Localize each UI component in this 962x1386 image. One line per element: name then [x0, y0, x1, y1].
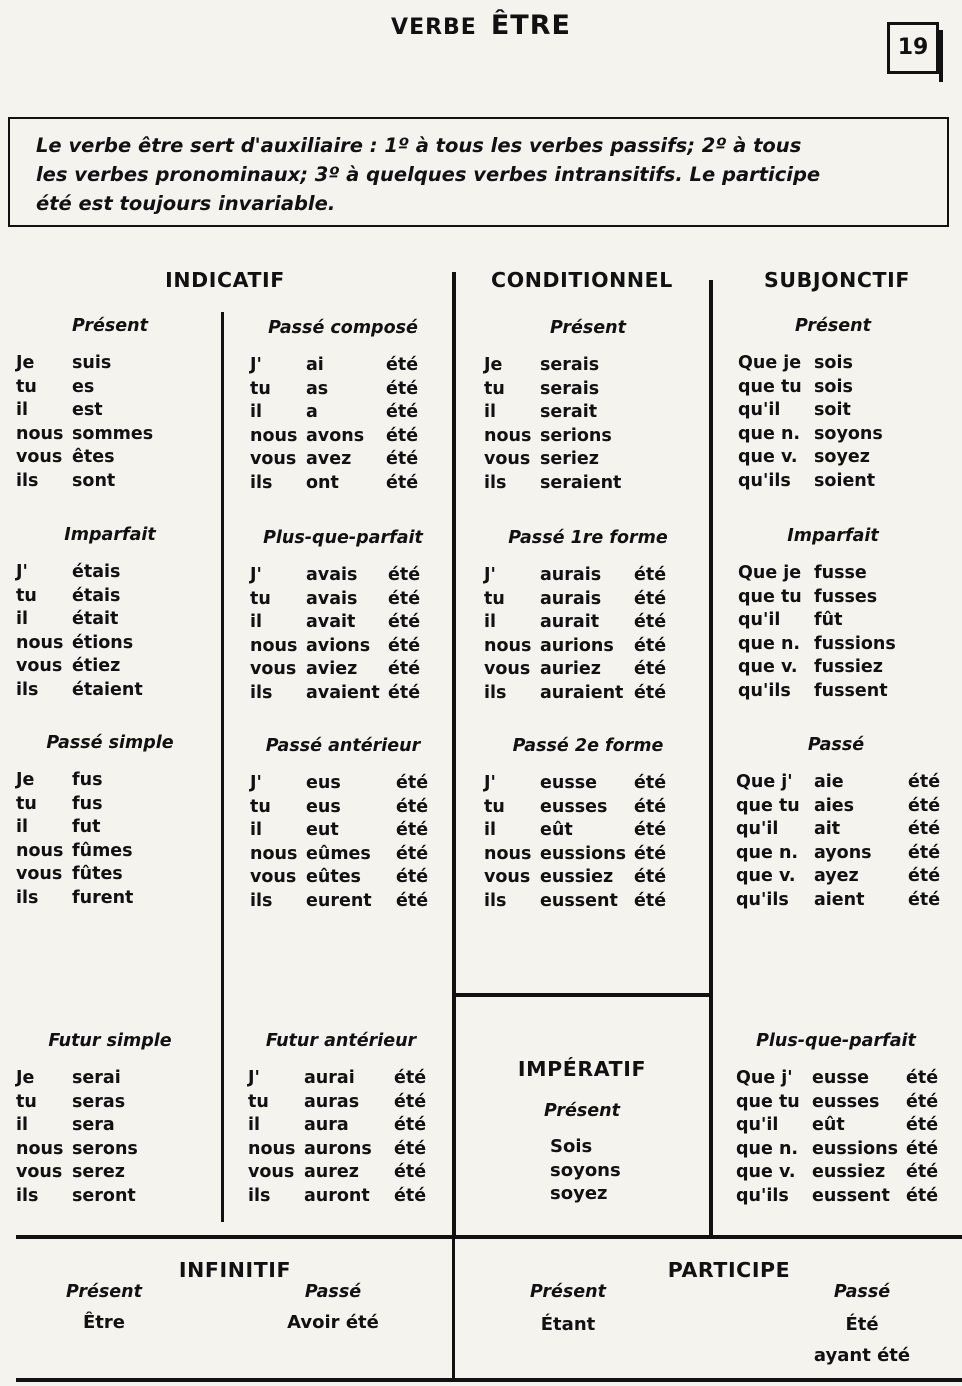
conditionnel-passe-1-tense-title: Passé 1re forme: [508, 528, 668, 548]
indicatif-present-pronoun: tu: [16, 376, 37, 397]
indicatif-imparfait-pronoun: nous: [16, 632, 64, 653]
conditionnel-present-form: seriez: [540, 449, 599, 469]
subjonctif-present-pronoun: que tu: [738, 376, 802, 397]
conditionnel-passe-1-participle: été: [634, 635, 667, 656]
mood-conditionnel: CONDITIONNEL: [491, 268, 673, 292]
indicatif-futur-simple-form: sera: [72, 1115, 115, 1135]
indicatif-futur-simple-pronoun: il: [16, 1115, 28, 1135]
indicatif-futur-anterieur-participle: été: [394, 1138, 427, 1159]
indicatif-passe-simple-form: fûtes: [72, 864, 123, 884]
subjonctif-imparfait-form: fusse: [814, 563, 867, 583]
indicatif-futur-anterieur-form: aurez: [304, 1162, 359, 1182]
conditionnel-passe-2-participle: été: [634, 890, 667, 911]
subjonctif-present-form: sois: [814, 353, 853, 373]
subjonctif-plus-que-parfait-participle: été: [906, 1138, 939, 1159]
indicatif-futur-anterieur-pronoun: nous: [248, 1138, 296, 1159]
title-verbe: VERBE: [391, 15, 477, 40]
divider-indicatif-conditionnel: [452, 272, 456, 1237]
indicatif-imparfait-form: étais: [72, 562, 121, 582]
indicatif-plus-que-parfait-pronoun: tu: [250, 588, 271, 609]
indicatif-present-pronoun: nous: [16, 423, 64, 444]
indicatif-futur-simple-form: serai: [72, 1068, 121, 1088]
conditionnel-passe-1-participle: été: [634, 682, 667, 703]
subjonctif-passe-participle: été: [908, 842, 941, 863]
conditionnel-passe-2-pronoun: nous: [484, 843, 532, 864]
indicatif-plus-que-parfait-participle: été: [388, 565, 421, 585]
indicatif-passe-compose-form: a: [306, 402, 318, 422]
indicatif-present-pronoun: il: [16, 400, 28, 420]
conditionnel-present-pronoun: nous: [484, 425, 532, 446]
indicatif-futur-simple-pronoun: nous: [16, 1138, 64, 1159]
subjonctif-passe-pronoun: que tu: [736, 795, 800, 816]
indicatif-plus-que-parfait-form: avaient: [306, 682, 380, 703]
subjonctif-imparfait-pronoun: qu'ils: [738, 680, 791, 701]
subjonctif-imparfait-tense-title: Imparfait: [787, 526, 879, 546]
conditionnel-passe-1-participle: été: [634, 659, 667, 679]
subjonctif-passe-form: ait: [814, 819, 841, 839]
indicatif-passe-compose-form: ai: [306, 355, 324, 375]
indicatif-futur-anterieur-participle: été: [394, 1115, 427, 1135]
indicatif-plus-que-parfait-form: avions: [306, 635, 371, 656]
subjonctif-plus-que-parfait-participle: été: [906, 1068, 939, 1088]
indicatif-plus-que-parfait-tense-title: Plus-que-parfait: [263, 528, 423, 548]
subjonctif-imparfait-form: fussent: [814, 680, 888, 701]
mood-infinitif: INFINITIF: [178, 1258, 292, 1282]
indicatif-passe-anterieur-form: eus: [306, 796, 341, 817]
indicatif-present-form: est: [72, 400, 103, 420]
indicatif-imparfait-pronoun: il: [16, 609, 28, 629]
indicatif-passe-simple-pronoun: nous: [16, 840, 64, 861]
conditionnel-passe-1-form: aurais: [540, 565, 602, 585]
conditionnel-passe-1-pronoun: il: [484, 612, 496, 632]
indicatif-futur-anterieur-participle: été: [394, 1162, 427, 1182]
indicatif-passe-compose-participle: été: [386, 425, 419, 446]
indicatif-passe-anterieur-form: eut: [306, 820, 339, 840]
indicatif-passe-simple-form: fûmes: [72, 840, 133, 861]
participe-passe-value: Été: [845, 1314, 879, 1335]
indicatif-imparfait-pronoun: vous: [16, 656, 63, 676]
indicatif-futur-simple-form: seras: [72, 1091, 126, 1112]
indicatif-passe-compose-participle: été: [386, 378, 419, 399]
conditionnel-passe-1-pronoun: ils: [484, 682, 507, 703]
indicatif-passe-anterieur-participle: été: [396, 820, 429, 840]
subjonctif-plus-que-parfait-pronoun: Que j': [736, 1068, 793, 1088]
subjonctif-present-pronoun: qu'ils: [738, 470, 791, 491]
intro-box: [8, 117, 949, 227]
indicatif-plus-que-parfait-participle: été: [388, 682, 421, 703]
indicatif-passe-anterieur-pronoun: vous: [250, 867, 297, 887]
subjonctif-passe-tense-title: Passé: [807, 735, 865, 755]
indicatif-plus-que-parfait-participle: été: [388, 635, 421, 656]
participe-present-label: Présent: [530, 1282, 606, 1302]
subjonctif-passe-participle: été: [908, 795, 941, 816]
conditionnel-passe-2-form: eussiez: [540, 867, 614, 887]
subjonctif-present-form: soyez: [814, 447, 870, 467]
indicatif-futur-anterieur-pronoun: J': [248, 1068, 260, 1088]
indicatif-present-tense-title: Présent: [72, 316, 148, 336]
subjonctif-imparfait-form: fusses: [814, 586, 878, 607]
indicatif-passe-compose-form: ont: [306, 472, 339, 493]
indicatif-imparfait-pronoun: J': [16, 562, 28, 582]
subjonctif-imparfait-pronoun: qu'il: [738, 610, 781, 630]
subjonctif-plus-que-parfait-form: eussent: [812, 1185, 890, 1206]
indicatif-futur-simple-pronoun: tu: [16, 1091, 37, 1112]
indicatif-passe-simple-pronoun: tu: [16, 793, 37, 814]
subjonctif-present-form: soit: [814, 400, 851, 420]
indicatif-passe-anterieur-participle: été: [396, 773, 429, 793]
subjonctif-plus-que-parfait-participle: été: [906, 1162, 939, 1182]
indicatif-imparfait-form: étiez: [72, 656, 121, 676]
intro-line: été est toujours invariable.: [36, 192, 336, 215]
indicatif-passe-anterieur-form: eûtes: [306, 867, 361, 887]
indicatif-imparfait-form: étions: [72, 632, 134, 653]
indicatif-present-form: suis: [72, 353, 112, 373]
indicatif-plus-que-parfait-pronoun: nous: [250, 635, 298, 656]
subjonctif-plus-que-parfait-pronoun: que tu: [736, 1091, 800, 1112]
indicatif-futur-anterieur-pronoun: ils: [248, 1185, 271, 1206]
indicatif-futur-simple-tense-title: Futur simple: [48, 1031, 172, 1051]
participe-passe-value-2: ayant été: [813, 1345, 911, 1366]
indicatif-futur-simple-form: serons: [72, 1138, 138, 1159]
subjonctif-present-form: soient: [814, 470, 876, 491]
divider-conditionnel-subjonctif: [709, 280, 713, 1237]
conditionnel-present-form: serions: [540, 425, 612, 446]
indicatif-futur-anterieur-form: aurai: [304, 1068, 355, 1088]
subjonctif-passe-pronoun: Que j': [736, 772, 793, 792]
conditionnel-passe-1-pronoun: J': [484, 565, 496, 585]
subjonctif-present-pronoun: qu'il: [738, 400, 781, 420]
indicatif-passe-compose-pronoun: ils: [250, 472, 273, 493]
indicatif-present-pronoun: ils: [16, 470, 39, 491]
indicatif-plus-que-parfait-pronoun: vous: [250, 659, 297, 679]
indicatif-futur-simple-pronoun: Je: [16, 1068, 35, 1088]
conditionnel-passe-2-pronoun: il: [484, 820, 496, 840]
indicatif-present-pronoun: vous: [16, 447, 63, 467]
indicatif-passe-compose-tense-title: Passé composé: [268, 318, 418, 338]
infinitif-passe-value: Avoir été: [287, 1312, 379, 1333]
conditionnel-passe-2-participle: été: [634, 843, 667, 864]
subjonctif-plus-que-parfait-form: eussiez: [812, 1162, 886, 1182]
conditionnel-present-pronoun: Je: [484, 355, 503, 375]
indicatif-present-pronoun: Je: [16, 353, 35, 373]
indicatif-passe-compose-form: avons: [306, 425, 365, 446]
subjonctif-plus-que-parfait-tense-title: Plus-que-parfait: [756, 1031, 916, 1051]
indicatif-passe-compose-participle: été: [386, 355, 419, 375]
subjonctif-passe-participle: été: [908, 819, 941, 839]
indicatif-plus-que-parfait-form: aviez: [306, 659, 358, 679]
indicatif-futur-anterieur-participle: été: [394, 1068, 427, 1088]
mood-participe: PARTICIPE: [667, 1258, 791, 1282]
conditionnel-present-tense-title: Présent: [550, 318, 626, 338]
title-etre: ÊTRE: [490, 10, 571, 41]
indicatif-passe-anterieur-form: eurent: [306, 890, 372, 911]
indicatif-plus-que-parfait-participle: été: [388, 659, 421, 679]
mood-imperatif: IMPÉRATIF: [517, 1057, 647, 1081]
infinitif-present-label: Présent: [66, 1282, 142, 1302]
subjonctif-present-pronoun: que n.: [738, 423, 801, 444]
indicatif-futur-simple-pronoun: ils: [16, 1185, 39, 1206]
subjonctif-plus-que-parfait-participle: été: [906, 1115, 939, 1135]
subjonctif-passe-pronoun: que n.: [736, 842, 799, 863]
indicatif-passe-compose-participle: été: [386, 472, 419, 493]
conditionnel-present-pronoun: tu: [484, 378, 505, 399]
indicatif-passe-simple-pronoun: ils: [16, 887, 39, 908]
indicatif-present-form: es: [72, 376, 95, 397]
subjonctif-passe-form: aies: [814, 795, 855, 816]
indicatif-passe-anterieur-participle: été: [396, 890, 429, 911]
conditionnel-passe-2-form: eusses: [540, 796, 608, 817]
indicatif-passe-anterieur-form: eûmes: [306, 843, 371, 864]
intro-line: les verbes pronominaux; 3º à quelques verbes intransitifs. Le participe: [36, 163, 821, 186]
conditionnel-passe-1-form: auraient: [540, 682, 624, 703]
indicatif-imparfait-form: étais: [72, 585, 121, 606]
indicatif-passe-compose-pronoun: vous: [250, 449, 297, 469]
imperatif-form: soyez: [550, 1183, 608, 1204]
indicatif-passe-compose-participle: été: [386, 402, 419, 422]
subjonctif-imparfait-pronoun: que v.: [738, 657, 798, 677]
conditionnel-passe-1-pronoun: nous: [484, 635, 532, 656]
indicatif-plus-que-parfait-pronoun: ils: [250, 682, 273, 703]
subjonctif-plus-que-parfait-participle: été: [906, 1185, 939, 1206]
indicatif-imparfait-form: était: [72, 609, 119, 629]
conditionnel-present-form: seraient: [540, 472, 622, 493]
conditionnel-passe-1-pronoun: tu: [484, 588, 505, 609]
indicatif-plus-que-parfait-form: avait: [306, 612, 356, 632]
indicatif-futur-simple-form: serez: [72, 1162, 125, 1182]
indicatif-futur-anterieur-participle: été: [394, 1185, 427, 1206]
conditionnel-present-pronoun: il: [484, 402, 496, 422]
subjonctif-plus-que-parfait-pronoun: que n.: [736, 1138, 799, 1159]
subjonctif-passe-pronoun: qu'ils: [736, 889, 789, 910]
subjonctif-passe-participle: été: [908, 866, 941, 886]
conditionnel-passe-1-form: auriez: [540, 659, 601, 679]
subjonctif-plus-que-parfait-participle: été: [906, 1091, 939, 1112]
indicatif-futur-anterieur-pronoun: tu: [248, 1091, 269, 1112]
conditionnel-passe-2-participle: été: [634, 796, 667, 817]
indicatif-passe-anterieur-pronoun: J': [250, 773, 262, 793]
conditionnel-passe-2-form: eusse: [540, 773, 598, 793]
indicatif-passe-simple-pronoun: vous: [16, 864, 63, 884]
subjonctif-imparfait-form: fût: [814, 610, 843, 630]
indicatif-passe-anterieur-participle: été: [396, 867, 429, 887]
conditionnel-passe-2-form: eût: [540, 820, 573, 840]
subjonctif-imparfait-pronoun: que n.: [738, 633, 801, 654]
subjonctif-plus-que-parfait-form: eusses: [812, 1091, 880, 1112]
conditionnel-passe-2-form: eussions: [540, 843, 627, 864]
infinitif-passe-label: Passé: [304, 1282, 362, 1302]
subjonctif-passe-form: ayons: [814, 842, 872, 863]
indicatif-plus-que-parfait-pronoun: il: [250, 612, 262, 632]
indicatif-imparfait-pronoun: ils: [16, 679, 39, 700]
conditionnel-passe-1-form: aurions: [540, 635, 614, 656]
conditionnel-passe-2-participle: été: [634, 867, 667, 887]
conditionnel-present-form: serait: [540, 402, 598, 422]
intro-line: Le verbe être sert d'auxiliaire : 1º à tous les verbes passifs; 2º à tous: [36, 134, 802, 157]
indicatif-present-form: êtes: [72, 447, 115, 467]
imperatif-form: soyons: [550, 1160, 621, 1181]
subjonctif-passe-form: aient: [814, 889, 865, 910]
conditionnel-passe-2-pronoun: tu: [484, 796, 505, 817]
subjonctif-imparfait-pronoun: Que je: [738, 563, 802, 583]
indicatif-futur-anterieur-form: auras: [304, 1091, 360, 1112]
subjonctif-passe-participle: été: [908, 772, 941, 792]
indicatif-passe-anterieur-pronoun: tu: [250, 796, 271, 817]
participe-present-value: Étant: [540, 1314, 596, 1335]
indicatif-plus-que-parfait-participle: été: [388, 612, 421, 632]
subjonctif-present-form: soyons: [814, 423, 883, 444]
subjonctif-plus-que-parfait-pronoun: que v.: [736, 1162, 796, 1182]
conditionnel-passe-2-participle: été: [634, 773, 667, 793]
divider-indicatif-inner: [221, 312, 224, 1222]
mood-indicatif: INDICATIF: [165, 268, 285, 292]
indicatif-imparfait-tense-title: Imparfait: [64, 525, 156, 545]
indicatif-plus-que-parfait-pronoun: J': [250, 565, 262, 585]
divider-page-bottom: [16, 1378, 962, 1382]
subjonctif-imparfait-form: fussiez: [814, 657, 883, 677]
conditionnel-passe-2-tense-title: Passé 2e forme: [512, 736, 664, 756]
indicatif-present-form: sont: [72, 470, 116, 491]
indicatif-passe-compose-form: as: [306, 378, 329, 399]
indicatif-passe-simple-pronoun: il: [16, 817, 28, 837]
conditionnel-passe-1-participle: été: [634, 565, 667, 585]
conditionnel-passe-1-form: aurait: [540, 612, 600, 632]
mood-subjonctif: SUBJONCTIF: [764, 268, 910, 292]
page-title: [0, 10, 962, 41]
conditionnel-passe-1-form: aurais: [540, 588, 602, 609]
indicatif-futur-anterieur-pronoun: vous: [248, 1162, 295, 1182]
indicatif-futur-simple-pronoun: vous: [16, 1162, 63, 1182]
indicatif-plus-que-parfait-participle: été: [388, 588, 421, 609]
indicatif-passe-compose-pronoun: tu: [250, 378, 271, 399]
indicatif-passe-simple-form: fut: [72, 817, 101, 837]
conditionnel-passe-2-pronoun: vous: [484, 867, 531, 887]
indicatif-passe-compose-form: avez: [306, 449, 352, 469]
imperatif-tense-title: Présent: [544, 1101, 620, 1121]
indicatif-passe-anterieur-pronoun: nous: [250, 843, 298, 864]
subjonctif-passe-pronoun: qu'il: [736, 819, 779, 839]
indicatif-futur-anterieur-pronoun: il: [248, 1115, 260, 1135]
indicatif-futur-anterieur-form: aurons: [304, 1138, 372, 1159]
indicatif-passe-simple-form: fus: [72, 770, 103, 790]
indicatif-passe-compose-pronoun: nous: [250, 425, 298, 446]
indicatif-passe-anterieur-pronoun: ils: [250, 890, 273, 911]
conditionnel-present-pronoun: ils: [484, 472, 507, 493]
indicatif-imparfait-form: étaient: [72, 679, 143, 700]
conditionnel-passe-1-participle: été: [634, 612, 667, 632]
conditionnel-present-pronoun: vous: [484, 449, 531, 469]
subjonctif-plus-que-parfait-form: eussions: [812, 1138, 899, 1159]
indicatif-futur-anterieur-tense-title: Futur antérieur: [265, 1031, 417, 1051]
indicatif-imparfait-pronoun: tu: [16, 585, 37, 606]
indicatif-passe-simple-pronoun: Je: [16, 770, 35, 790]
indicatif-passe-anterieur-tense-title: Passé antérieur: [265, 736, 421, 756]
conditionnel-passe-1-participle: été: [634, 588, 667, 609]
subjonctif-present-pronoun: que v.: [738, 447, 798, 467]
divider-main-bottom: [16, 1235, 962, 1239]
infinitif-present-value: Être: [83, 1312, 125, 1333]
indicatif-plus-que-parfait-form: avais: [306, 588, 358, 609]
indicatif-passe-simple-form: furent: [72, 887, 134, 908]
conditionnel-passe-2-pronoun: J': [484, 773, 496, 793]
conditionnel-passe-2-pronoun: ils: [484, 890, 507, 911]
conditionnel-passe-2-form: eussent: [540, 890, 618, 911]
subjonctif-plus-que-parfait-pronoun: qu'il: [736, 1115, 779, 1135]
subjonctif-passe-form: aie: [814, 772, 844, 792]
indicatif-futur-anterieur-participle: été: [394, 1091, 427, 1112]
indicatif-passe-anterieur-pronoun: il: [250, 820, 262, 840]
indicatif-passe-anterieur-participle: été: [396, 843, 429, 864]
page-number: 19: [887, 22, 939, 74]
subjonctif-present-pronoun: Que je: [738, 353, 802, 373]
indicatif-futur-anterieur-form: auront: [304, 1185, 370, 1206]
subjonctif-present-tense-title: Présent: [795, 316, 871, 336]
indicatif-passe-compose-pronoun: il: [250, 402, 262, 422]
indicatif-present-form: sommes: [72, 423, 154, 444]
divider-infinitif-participe: [452, 1237, 455, 1379]
indicatif-passe-compose-participle: été: [386, 449, 419, 469]
subjonctif-plus-que-parfait-pronoun: qu'ils: [736, 1185, 789, 1206]
indicatif-passe-anterieur-form: eus: [306, 773, 341, 793]
conditionnel-passe-2-participle: été: [634, 820, 667, 840]
subjonctif-imparfait-form: fussions: [814, 633, 896, 654]
indicatif-futur-anterieur-form: aura: [304, 1115, 349, 1135]
subjonctif-plus-que-parfait-form: eût: [812, 1115, 845, 1135]
conditionnel-passe-1-pronoun: vous: [484, 659, 531, 679]
indicatif-passe-simple-form: fus: [72, 793, 103, 814]
indicatif-futur-simple-form: seront: [72, 1185, 136, 1206]
subjonctif-passe-participle: été: [908, 889, 941, 910]
divider-conditionnel-imperatif: [455, 993, 711, 997]
subjonctif-imparfait-pronoun: que tu: [738, 586, 802, 607]
indicatif-passe-anterieur-participle: été: [396, 796, 429, 817]
subjonctif-passe-form: ayez: [814, 866, 859, 886]
subjonctif-passe-pronoun: que v.: [736, 866, 796, 886]
indicatif-plus-que-parfait-form: avais: [306, 565, 358, 585]
conditionnel-present-form: serais: [540, 355, 600, 375]
indicatif-passe-compose-pronoun: J': [250, 355, 262, 375]
imperatif-form: Sois: [550, 1136, 593, 1157]
indicatif-passe-simple-tense-title: Passé simple: [46, 733, 174, 753]
conditionnel-present-form: serais: [540, 378, 600, 399]
subjonctif-plus-que-parfait-form: eusse: [812, 1068, 870, 1088]
subjonctif-present-form: sois: [814, 376, 853, 397]
participe-passe-label: Passé: [833, 1282, 891, 1302]
